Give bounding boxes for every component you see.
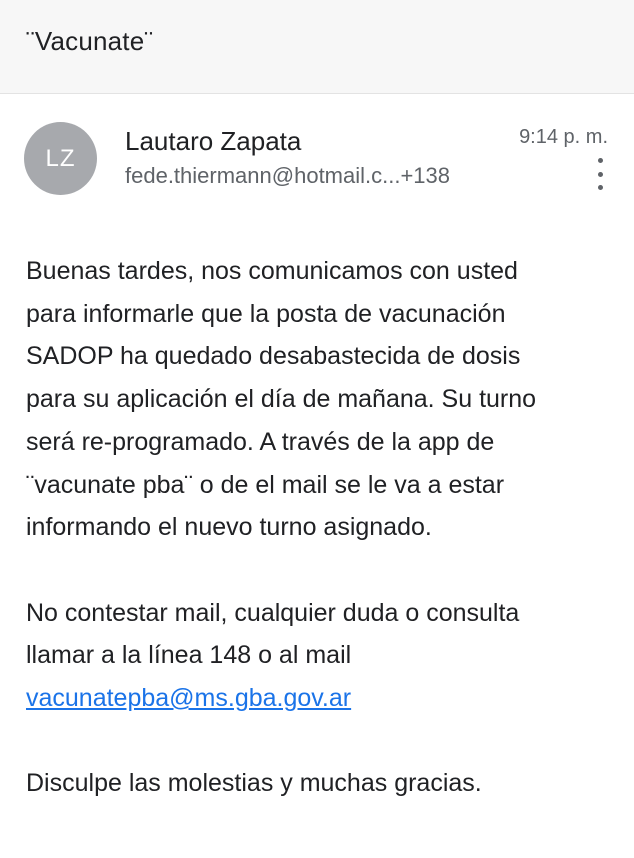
body-paragraph-2 <box>26 592 616 720</box>
body-paragraph-1 <box>26 250 616 549</box>
sender-name[interactable]: Lautaro Zapata <box>125 126 302 156</box>
body-line: No contestar mail, cualquier duda o consulta <box>26 598 520 627</box>
more-dot <box>598 158 603 163</box>
email-link[interactable]: vacunatepba@ms.gba.gov.ar <box>26 684 352 713</box>
more-dot <box>598 185 603 190</box>
recipients-summary[interactable]: fede.thiermann@hotmail.c...+138 <box>125 163 451 188</box>
email-subject: ¨Vacunate¨ <box>26 26 154 56</box>
body-line: para informarle que la posta de vacunación <box>26 299 506 328</box>
subject-bar <box>0 0 634 94</box>
body-line: Disculpe las molestias y muchas gracias. <box>26 769 482 798</box>
body-line: SADOP ha quedado desabastecida de dosis <box>26 342 521 371</box>
body-line: para su aplicación el día de mañana. Su turno <box>26 385 537 414</box>
body-line: será re-programado. A través de la app de <box>26 427 495 456</box>
body-paragraph-3 <box>26 762 616 805</box>
sender-avatar[interactable]: LZ <box>24 122 97 195</box>
body-line: ¨vacunate pba¨ o de el mail se le va a estar <box>26 470 505 499</box>
message-body <box>26 250 616 848</box>
body-line: llamar a la línea 148 o al mail <box>26 641 352 670</box>
more-vertical-icon[interactable] <box>588 156 612 192</box>
body-line: informando el nuevo turno asignado. <box>26 513 432 542</box>
body-line: Buenas tardes, nos comunicamos con usted <box>26 257 518 285</box>
message-time: 9:14 p. m. <box>519 126 608 148</box>
more-dot <box>598 172 603 177</box>
